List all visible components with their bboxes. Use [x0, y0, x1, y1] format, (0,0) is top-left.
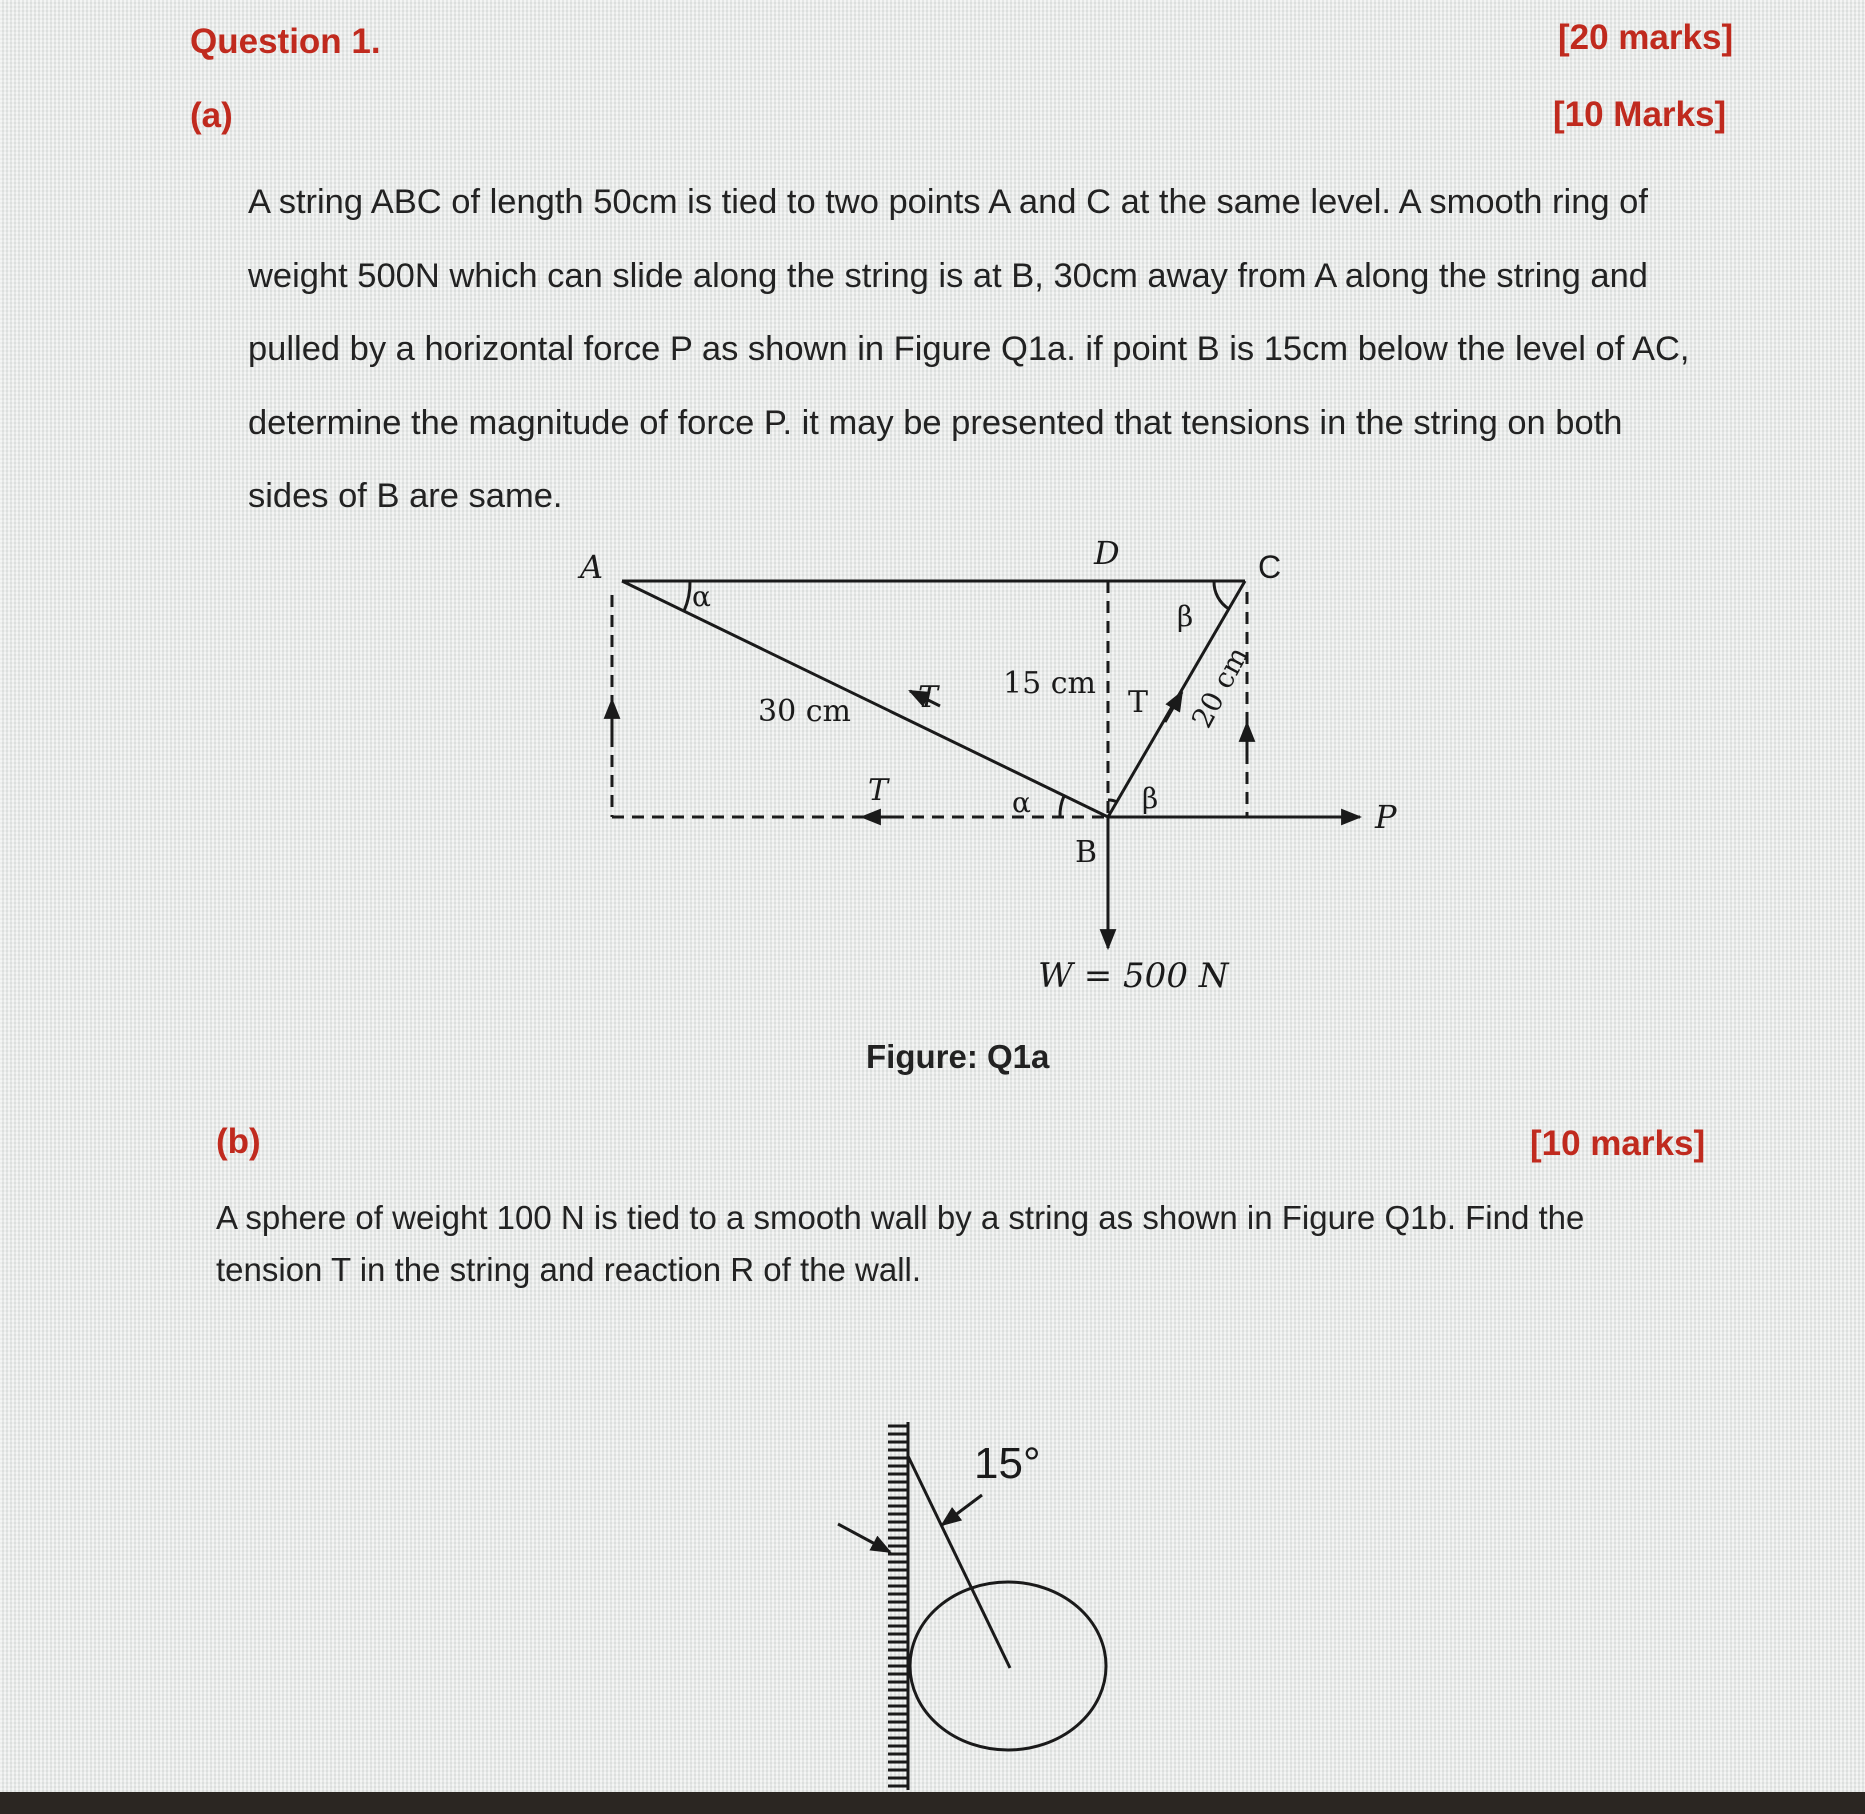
figure-q1a-caption: Figure: Q1a	[866, 1038, 1050, 1075]
wall-hatching	[888, 1426, 908, 1786]
label-beta-top: β	[1177, 600, 1194, 633]
part-a-marks: [10 Marks]	[1553, 95, 1727, 134]
label-len-db: 15 cm	[1003, 666, 1096, 701]
label-beta-bottom: β	[1142, 782, 1159, 815]
part-b-label: (b)	[216, 1122, 261, 1161]
tension-bc-arrow	[1165, 692, 1182, 722]
part-b-marks: [10 marks]	[1530, 1124, 1706, 1163]
label-point-c: C	[1258, 549, 1282, 585]
label-tension-lower: T	[868, 773, 889, 808]
figure-q1a-labels	[577, 534, 1397, 996]
figure-q1b	[838, 1422, 1106, 1790]
label-point-b: B	[1075, 835, 1098, 870]
alpha-arc-a	[684, 581, 690, 611]
label-point-a: A	[580, 548, 604, 586]
screen-bottom-bezel	[0, 1792, 1865, 1814]
part-a-label: (a)	[190, 96, 233, 135]
label-tension-upper: T	[918, 680, 939, 715]
part-a-line: weight 500N which can slide along the string is at B, 30cm away from A along the string and	[248, 256, 1648, 295]
part-a-line: pulled by a horizontal force P as shown in Figure Q1a. if point B is 15cm below the level of AC,	[248, 330, 1690, 368]
figure-q1a	[612, 581, 1360, 948]
label-weight: W = 500 N	[1038, 956, 1229, 996]
label-angle-15: 15°	[974, 1439, 1041, 1488]
label-alpha-bottom: α	[1012, 786, 1031, 819]
angle-arrow-right	[942, 1495, 982, 1525]
part-b-line: A sphere of weight 100 N is tied to a smooth wall by a string as shown in Figure Q1b. Find the	[216, 1199, 1585, 1236]
part-b-text	[216, 1192, 1716, 1296]
alpha-arc-b	[1060, 796, 1064, 817]
question-title: Question 1.	[190, 22, 381, 61]
label-tension-right: T	[1128, 685, 1149, 720]
question-total-marks: [20 marks]	[1558, 18, 1734, 57]
label-point-d: D	[1094, 534, 1120, 572]
part-a-line: A string ABC of length 50cm is tied to two points A and C at the same level. A smooth ring of	[248, 183, 1648, 221]
label-alpha-top: α	[692, 580, 711, 613]
angle-arrow-left	[838, 1524, 890, 1552]
part-b-line: tension T in the string and reaction R of the wall.	[216, 1251, 922, 1288]
beta-arc-c	[1214, 581, 1229, 609]
label-force-p: P	[1375, 798, 1397, 836]
label-len-bc: 20 cm	[1185, 641, 1255, 734]
part-a-line: determine the magnitude of force P. it may be presented that tensions in the string on both	[248, 403, 1623, 442]
part-a-line: sides of B are same.	[248, 477, 563, 515]
label-len-ab: 30 cm	[758, 694, 851, 729]
